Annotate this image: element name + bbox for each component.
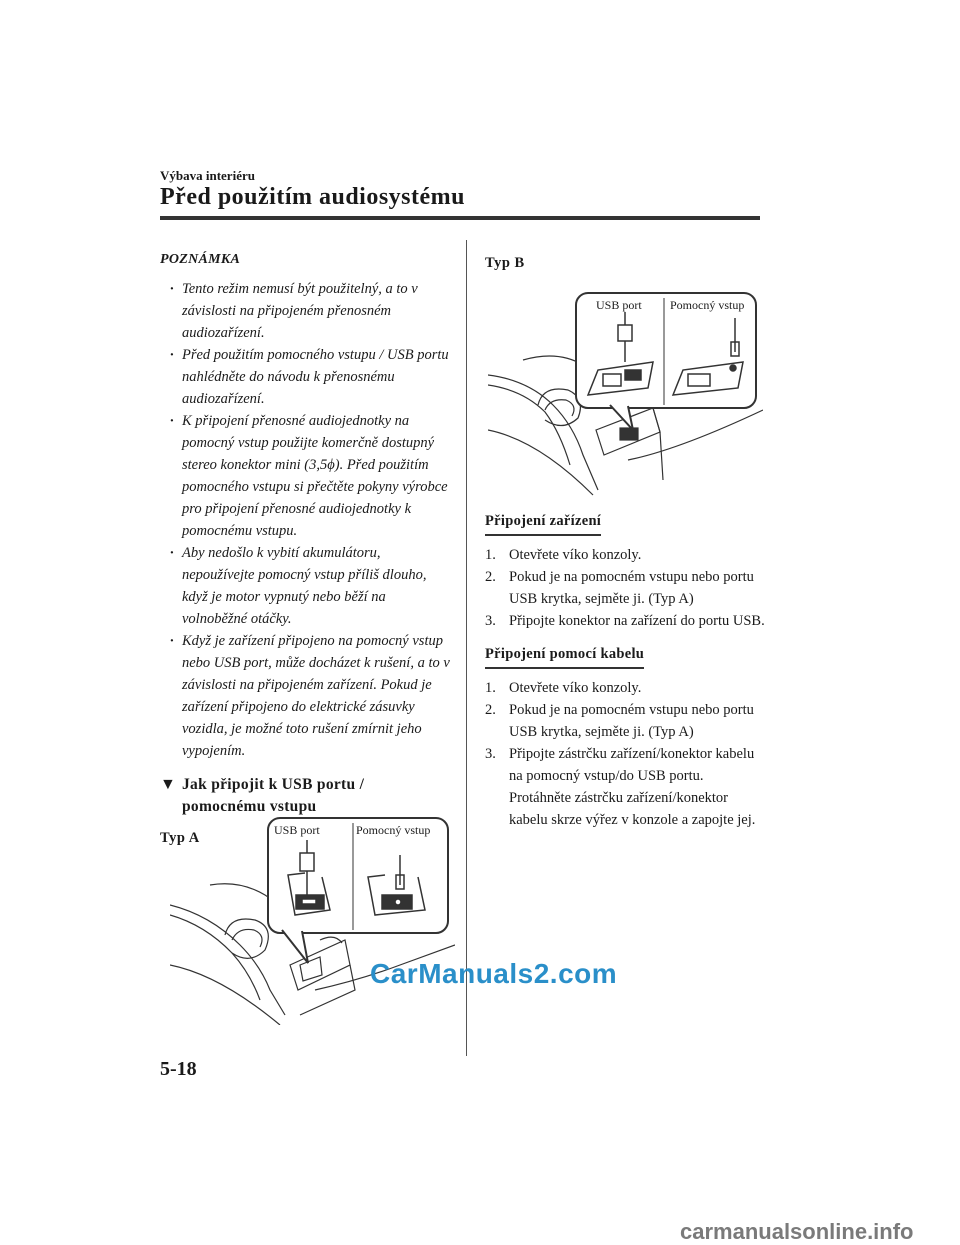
step-item	[485, 566, 765, 610]
note-item: · Aby nedošlo k vybití akumulátoru, nepoužívejte pomocný vstup příliš dlouho, když je motor vypnutý nebo běží na volnoběžné otáčky.	[160, 542, 450, 630]
step-item	[485, 743, 765, 831]
watermark-carmanuals2: CarManuals2.com	[370, 958, 618, 989]
how-to-heading-text: Jak připojit k USB portu / pomocnému vstupu	[182, 776, 365, 815]
step-text: Pokud je na pomocném vstupu nebo portu USB krytka, sejměte ji. (Typ A)	[509, 702, 754, 740]
watermark-carmanualsonline: carmanualsonline.info	[680, 1219, 914, 1244]
step-number: 3.	[485, 746, 496, 762]
step-text: Připojte konektor na zařízení do portu USB.	[509, 613, 765, 629]
type-b-illustration	[488, 290, 763, 500]
connect-device-section	[485, 510, 765, 632]
step-item	[485, 699, 765, 743]
step-item	[485, 544, 765, 566]
left-column	[160, 252, 450, 847]
connect-cable-section	[485, 643, 765, 831]
type-a-aux-label: Pomocný vstup	[356, 823, 431, 837]
connect-device-heading: Připojení zařízení	[485, 510, 601, 536]
step-text: Otevřete víko konzoly.	[509, 680, 642, 696]
step-number: 2.	[485, 569, 496, 585]
connect-cable-steps	[485, 677, 765, 831]
type-a-illustration	[170, 815, 455, 1025]
connect-cable-heading: Připojení pomocí kabelu	[485, 643, 644, 669]
step-item	[485, 610, 765, 632]
note-item: · K připojení přenosné audiojednotky na pomocný vstup použijte komerčně dostupný stereo konektor mini (3,5ϕ). Před použitím pomocného vstupu si přečtěte pokyny výrobce pro připojení přenosné audiojednotky k pomocnému vstupu.	[160, 410, 450, 542]
note-item: · Když je zařízení připojeno na pomocný vstup nebo USB port, může docházet k rušení, a to v závislosti na připojeném zařízení. Pokud je zařízení připojeno do elektrické zásuvky vozidla, je možné toto rušení zmírnit jeho vypojením.	[160, 630, 450, 762]
type-a-label: Typ A	[160, 830, 200, 846]
type-a-usb-label: USB port	[274, 823, 320, 837]
note-list	[160, 278, 450, 762]
column-divider	[466, 240, 467, 1056]
note-heading: POZNÁMKA	[160, 252, 241, 267]
type-b-usb-label: USB port	[596, 298, 642, 312]
title-rule	[160, 216, 760, 220]
page-number: 5-18	[160, 1058, 197, 1080]
how-to-heading	[160, 774, 450, 818]
section-label: Výbava interiéru	[160, 168, 255, 183]
step-item	[485, 677, 765, 699]
type-b-aux-label: Pomocný vstup	[670, 298, 745, 312]
step-number: 2.	[485, 702, 496, 718]
type-b-label: Typ B	[485, 255, 525, 271]
step-text: Otevřete víko konzoly.	[509, 547, 642, 563]
step-text: Pokud je na pomocném vstupu nebo portu USB krytka, sejměte ji. (Typ A)	[509, 569, 754, 607]
note-item: · Před použitím pomocného vstupu / USB portu nahlédněte do návodu k přenosnému audiozařízení.	[160, 344, 450, 410]
figure-type-b	[488, 290, 763, 500]
figure-type-a	[170, 815, 455, 1025]
page-title: Před použitím audiosystému	[160, 184, 466, 210]
connect-device-steps	[485, 544, 765, 632]
step-number: 3.	[485, 613, 496, 629]
step-text: Připojte zástrčku zařízení/konektor kabelu na pomocný vstup/do USB portu. Protáhněte zástrčku zařízení/konektor kabelu skrze výřez v konzole a zapojte jej.	[509, 746, 756, 828]
right-column	[485, 252, 765, 274]
note-item: · Tento režim nemusí být použitelný, a to v závislosti na připojeném přenosném audiozařízení.	[160, 278, 450, 344]
step-number: 1.	[485, 680, 496, 696]
step-number: 1.	[485, 547, 496, 563]
triangle-down-icon: ▼	[160, 776, 177, 793]
